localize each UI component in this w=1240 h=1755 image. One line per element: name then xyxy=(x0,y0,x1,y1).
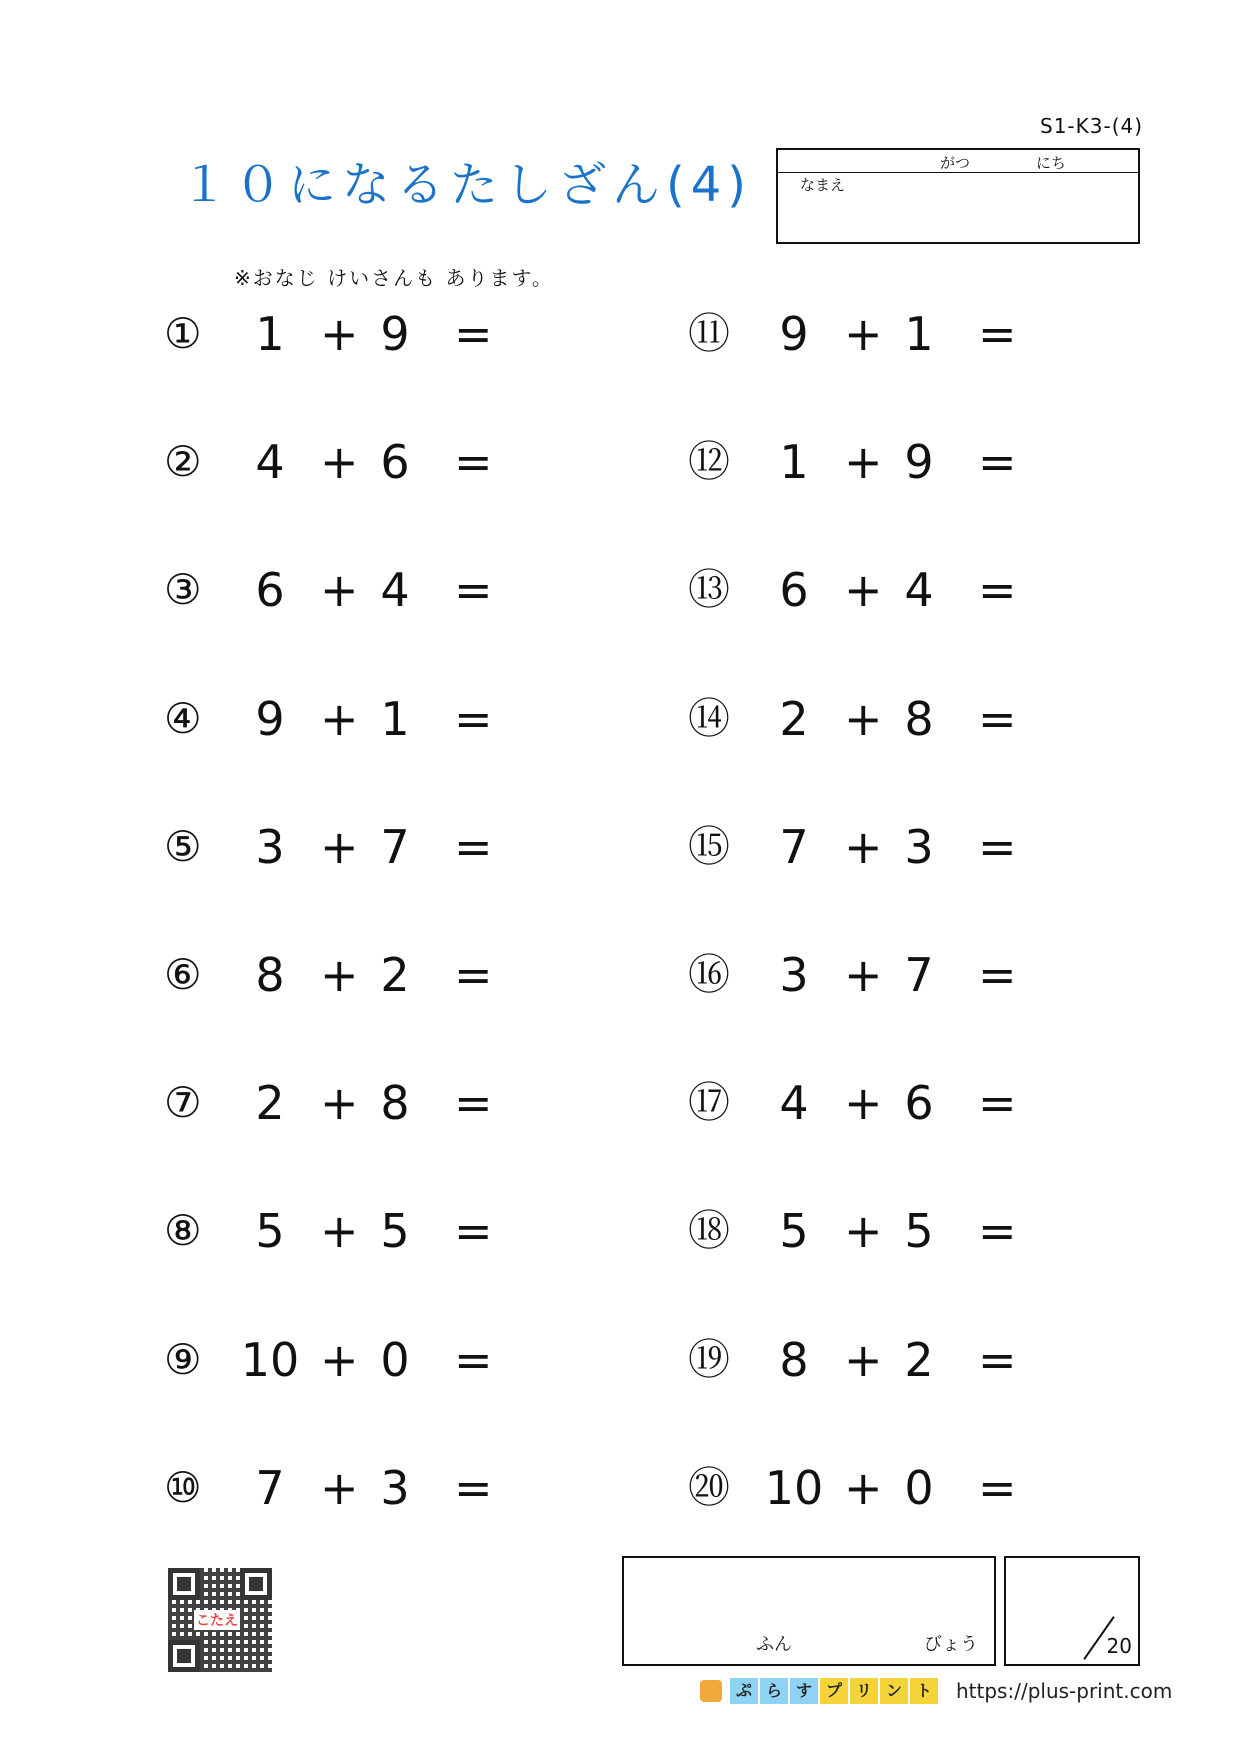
equals-sign: = xyxy=(454,1204,493,1259)
addend-a: 8 xyxy=(779,1332,809,1387)
problem-number: ⑩ xyxy=(164,1462,202,1512)
equals-sign: = xyxy=(454,435,493,490)
plus-sign: + xyxy=(844,1076,883,1131)
addend-b: 4 xyxy=(904,563,934,618)
plus-sign: + xyxy=(844,307,883,361)
problem-row xyxy=(164,430,584,558)
problem-row xyxy=(164,302,584,430)
addend-a: 5 xyxy=(779,1204,809,1259)
seconds-label: びょう xyxy=(924,1634,978,1655)
addend-b: 5 xyxy=(380,1204,410,1259)
problem-number: ⑨ xyxy=(164,1334,202,1384)
plus-sign: + xyxy=(320,1076,359,1131)
addend-b: 0 xyxy=(904,1460,934,1515)
equals-sign: = xyxy=(454,819,493,874)
brand-letter: ン xyxy=(880,1678,908,1704)
plus-sign: + xyxy=(844,563,883,618)
problem-number: ⑯ xyxy=(688,949,731,999)
addend-b: 0 xyxy=(380,1332,410,1387)
page-title: １０になるたしざん(4) xyxy=(180,157,752,213)
plus-sign: + xyxy=(844,819,883,874)
problem-row xyxy=(688,302,1108,430)
problem-column-left xyxy=(164,302,584,1584)
brand-letter: す xyxy=(790,1678,818,1704)
addend-a: 7 xyxy=(779,819,809,874)
addend-a: 1 xyxy=(255,307,285,361)
addend-b: 2 xyxy=(904,1332,934,1387)
problem-row xyxy=(688,430,1108,558)
addend-a: 9 xyxy=(255,691,285,746)
instruction-note: ※おなじ けいさんも あります。 xyxy=(234,266,554,290)
addend-a: 5 xyxy=(255,1204,285,1259)
problem-row xyxy=(164,687,584,815)
addend-a: 2 xyxy=(779,691,809,746)
problem-row xyxy=(688,558,1108,686)
brand-letter: ら xyxy=(760,1678,788,1704)
problem-number: ⑧ xyxy=(164,1206,202,1256)
day-label: にち xyxy=(1036,154,1067,172)
problem-row xyxy=(164,1071,584,1199)
answer-qr-code[interactable] xyxy=(168,1568,272,1672)
equals-sign: = xyxy=(978,435,1017,490)
addend-a: 4 xyxy=(779,1076,809,1131)
addend-b: 1 xyxy=(904,307,934,361)
problem-number: ④ xyxy=(164,693,202,743)
problem-number: ⑥ xyxy=(164,949,202,999)
equals-sign: = xyxy=(978,947,1017,1002)
brand-letter: プ xyxy=(820,1678,848,1704)
addend-b: 2 xyxy=(380,947,410,1002)
equals-sign: = xyxy=(454,1076,493,1131)
brand-letter: ぷ xyxy=(730,1678,758,1704)
score-box[interactable] xyxy=(1004,1556,1140,1666)
plus-sign: + xyxy=(320,1204,359,1259)
plus-sign: + xyxy=(844,1460,883,1515)
equals-sign: = xyxy=(454,691,493,746)
problem-number: ⑦ xyxy=(164,1078,202,1128)
problem-row xyxy=(688,1199,1108,1327)
name-label: なまえ xyxy=(800,176,846,194)
equals-sign: = xyxy=(454,1332,493,1387)
problem-row xyxy=(164,815,584,943)
problem-number: ⑭ xyxy=(688,693,731,743)
brand-letter: ト xyxy=(910,1678,938,1704)
plus-sign: + xyxy=(320,947,359,1002)
plus-sign: + xyxy=(320,307,359,361)
addend-b: 6 xyxy=(904,1076,934,1131)
addend-b: 4 xyxy=(380,563,410,618)
addend-b: 9 xyxy=(904,435,934,490)
addend-a: 9 xyxy=(779,307,809,361)
plus-sign: + xyxy=(320,1460,359,1515)
addend-b: 7 xyxy=(904,947,934,1002)
equals-sign: = xyxy=(978,1332,1017,1387)
mascot-icon xyxy=(700,1680,722,1702)
problem-row xyxy=(164,558,584,686)
addend-b: 7 xyxy=(380,819,410,874)
problem-row xyxy=(164,1456,584,1584)
score-total: 20 xyxy=(1106,1634,1132,1658)
month-label: がつ xyxy=(940,154,971,172)
brand-logo xyxy=(730,1678,940,1704)
problem-row xyxy=(688,687,1108,815)
site-url-link[interactable]: https://plus-print.com xyxy=(956,1679,1173,1703)
problem-number: ⑲ xyxy=(688,1334,731,1384)
addend-a: 10 xyxy=(764,1460,824,1515)
problem-row xyxy=(688,1328,1108,1456)
addend-b: 8 xyxy=(380,1076,410,1131)
problem-number: ⑱ xyxy=(688,1206,731,1256)
equals-sign: = xyxy=(978,563,1017,618)
addend-a: 6 xyxy=(255,563,285,618)
problem-number: ⑳ xyxy=(688,1462,731,1512)
problem-row xyxy=(688,815,1108,943)
qr-finder-icon xyxy=(168,1640,200,1672)
qr-finder-icon xyxy=(240,1568,272,1600)
addend-a: 1 xyxy=(779,435,809,490)
equals-sign: = xyxy=(978,1076,1017,1131)
addend-a: 6 xyxy=(779,563,809,618)
plus-sign: + xyxy=(844,691,883,746)
plus-sign: + xyxy=(844,1204,883,1259)
problem-number: ⑤ xyxy=(164,821,202,871)
equals-sign: = xyxy=(978,1460,1017,1515)
addend-b: 3 xyxy=(380,1460,410,1515)
problem-number: ⑰ xyxy=(688,1078,731,1128)
addend-b: 5 xyxy=(904,1204,934,1259)
plus-sign: + xyxy=(320,563,359,618)
time-box[interactable] xyxy=(622,1556,996,1666)
qr-finder-icon xyxy=(168,1568,200,1600)
addend-a: 4 xyxy=(255,435,285,490)
qr-answer-label: こたえ xyxy=(194,1610,240,1630)
problem-number: ③ xyxy=(164,565,202,615)
problem-row xyxy=(164,1328,584,1456)
addend-a: 10 xyxy=(240,1332,300,1387)
addend-a: 2 xyxy=(255,1076,285,1131)
minutes-label: ふん xyxy=(756,1634,792,1655)
addend-a: 3 xyxy=(779,947,809,1002)
plus-sign: + xyxy=(320,1332,359,1387)
problem-number: ⑫ xyxy=(688,437,731,487)
name-date-box[interactable] xyxy=(776,148,1140,244)
problem-row xyxy=(164,1199,584,1327)
equals-sign: = xyxy=(454,1460,493,1515)
problem-row xyxy=(688,1071,1108,1199)
addend-a: 3 xyxy=(255,819,285,874)
problem-number: ① xyxy=(164,309,202,358)
problem-number: ⑪ xyxy=(688,309,731,358)
plus-sign: + xyxy=(320,819,359,874)
worksheet-code: S1-K3-(4) xyxy=(1040,114,1144,138)
problem-number: ⑬ xyxy=(688,565,731,615)
plus-sign: + xyxy=(844,947,883,1002)
equals-sign: = xyxy=(978,819,1017,874)
equals-sign: = xyxy=(454,307,493,361)
plus-sign: + xyxy=(320,435,359,490)
problem-row xyxy=(688,943,1108,1071)
addend-a: 8 xyxy=(255,947,285,1002)
equals-sign: = xyxy=(978,307,1017,361)
equals-sign: = xyxy=(978,1204,1017,1259)
plus-sign: + xyxy=(844,1332,883,1387)
equals-sign: = xyxy=(978,691,1017,746)
addend-b: 6 xyxy=(380,435,410,490)
equals-sign: = xyxy=(454,947,493,1002)
plus-sign: + xyxy=(320,691,359,746)
addend-b: 1 xyxy=(380,691,410,746)
addend-b: 8 xyxy=(904,691,934,746)
brand-letter: リ xyxy=(850,1678,878,1704)
problem-row xyxy=(164,943,584,1071)
footer xyxy=(700,1676,1172,1706)
problem-column-right xyxy=(688,302,1108,1584)
plus-sign: + xyxy=(844,435,883,490)
problem-number: ⑮ xyxy=(688,821,731,871)
problem-number: ② xyxy=(164,437,202,487)
addend-b: 9 xyxy=(380,307,410,361)
equals-sign: = xyxy=(454,563,493,618)
addend-b: 3 xyxy=(904,819,934,874)
addend-a: 7 xyxy=(255,1460,285,1515)
